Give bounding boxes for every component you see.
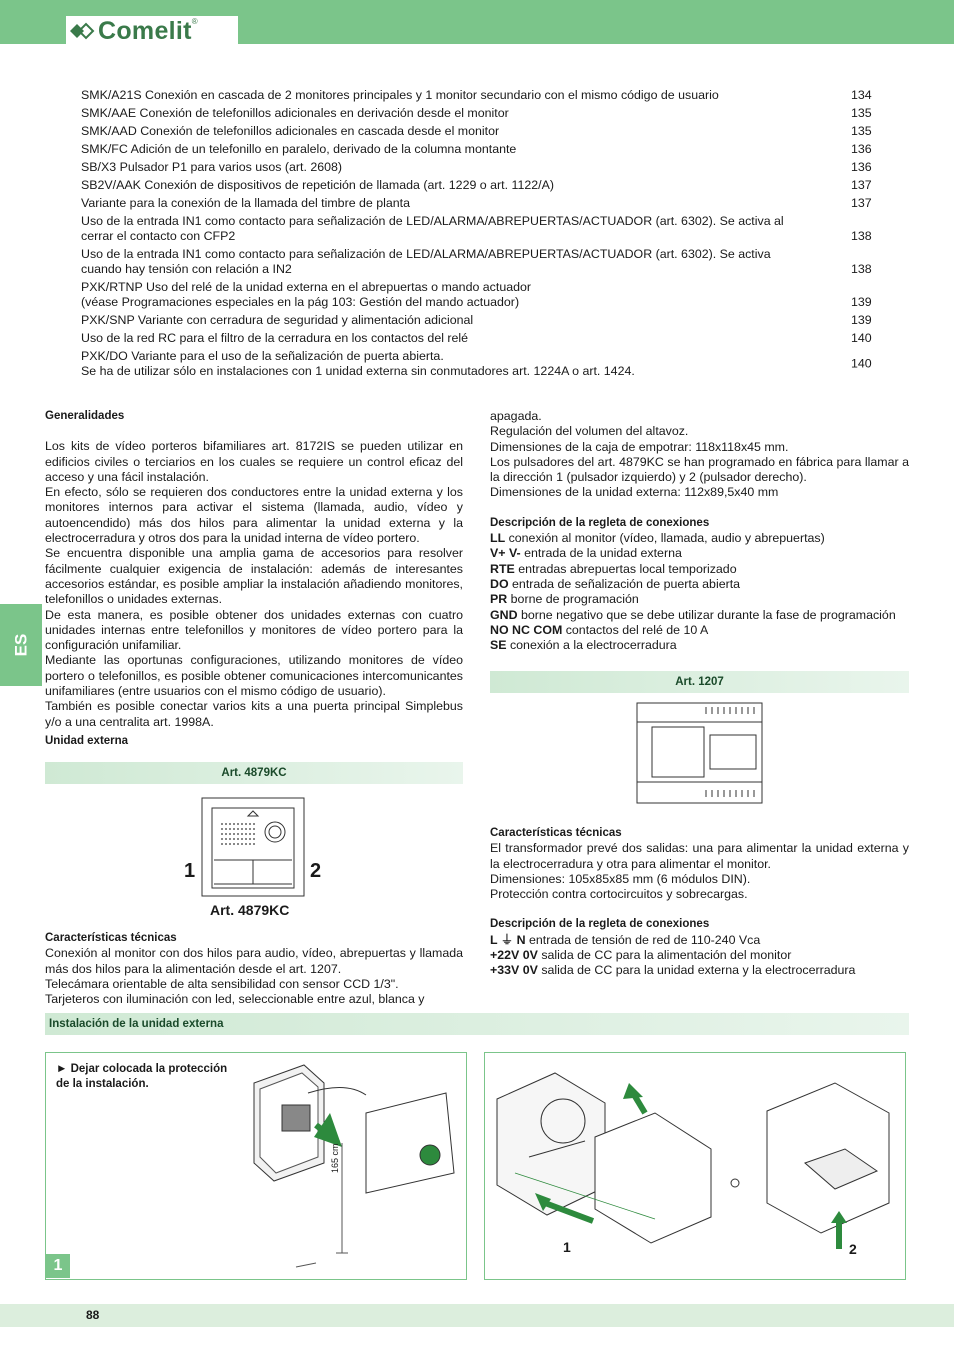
installation-note: ► Dejar colocada la protección de la instalación. [56,1063,228,1090]
regleta-list [490,531,909,653]
terminal-desc: salida de CC para la unidad externa y la electrocerradura [537,963,856,978]
terminal-key: +33V 0V [490,963,538,978]
toc-text: Uso de la entrada IN1 como contacto para señalización de LED/ALARMA/ABREPUERTAS/ACTUADOR (art. 6302). Se activa al cerrar el contacto con CFP2 [81,214,784,243]
paragraph: Mediante las oportunas configuraciones, utilizando monitores de vídeo portero o telefonillos, es posible obtener comunicaciones intercomunicantes unifamiliares (entre usuarios con el mismo código de usuario). [45,653,463,699]
terminal-item [490,638,909,653]
toc-text: SB2V/AAK Conexión de dispositivos de repetición de llamada (art. 1229 o art. 1122/A) [81,178,554,192]
terminal-item [490,948,909,963]
art-4879kc-bar: Art. 4879KC [45,762,463,784]
figure-caption: Art. 4879KC [210,902,290,918]
toc-text: SMK/FC Adición de un telefonillo en paralelo, derivado de la columna montante [81,142,517,156]
toc-text: SMK/AAE Conexión de telefonillos adicionales en derivación desde el monitor [81,106,509,120]
installation-bar: Instalación de la unidad externa [45,1013,909,1035]
logo-registered: ® [191,16,198,26]
paragraph: Dimensiones de la caja de empotrar: 118x118x45 mm. [490,439,789,454]
terminal-desc: entradas abrepuertas local temporizado [514,561,737,576]
footer-bar [0,1304,954,1327]
terminal-item [490,963,909,978]
terminal-key: DO [490,576,509,591]
toc-page: 140 [851,331,872,345]
paragraph: Telecámara orientable de alta sensibilidad con sensor CCD 1/3". [45,976,399,991]
terminal-key: GND [490,607,518,622]
toc-text: SMK/A21S Conexión en cascada de 2 monitores principales y 1 monitor secundario con el mismo código de usuario [81,88,719,102]
terminal-desc: entrada de tensión de red de 110-240 Vca [525,932,761,947]
terminal-desc: entrada de señalización de puerta abierta [508,576,741,591]
terminal-desc: borne negativo que se debe utilizar durante la fase de programación [517,607,896,622]
toc-page: 139 [851,313,872,327]
right-caract-block [490,826,909,979]
toc-page: 135 [851,106,872,120]
installation-figure-right [484,1052,906,1280]
terminal-item [490,623,909,638]
toc-page: 138 [851,229,872,243]
terminal-item [490,608,909,623]
terminal-key: LL [490,531,506,546]
paragraph: Dimensiones de la unidad externa: 112x89,5x40 mm [490,485,779,500]
terminal-item [490,577,909,592]
regleta2-list [490,933,909,979]
section-heading: Descripción de la regleta de conexiones [490,516,710,529]
terminal-key: +22V 0V [490,948,538,963]
assembly-illustration [485,1053,905,1279]
transformer-figure [636,702,764,804]
figure-label-2: 2 [310,860,322,882]
terminal-desc: conexión al monitor (vídeo, llamada, audio y abrepuertas) [505,531,825,546]
toc-page: 137 [851,196,872,210]
toc-row [81,331,881,346]
language-tab-label: ES [11,633,30,657]
toc-page: 139 [851,295,872,309]
assembly-label-1: 1 [563,1239,571,1255]
toc-text: SMK/AAD Conexión de telefonillos adicionales en cascada desde el monitor [81,124,500,138]
paragraph: En efecto, sólo se requieren dos conductores entre la unidad externa y los monitores internos para activar el sistema (llamada, audio, vídeo y autoencendido) más dos hilos para alimentar la unidad externa y la electrocerradura y otros dos para la unidad interna de vídeo portero. [45,485,463,546]
toc-row [81,124,881,139]
art-1207-bar: Art. 1207 [490,671,909,693]
terminal-key: V+ V- [490,546,521,561]
paragraph: El transformador prevé dos salidas: una para alimentar la unidad externa y la electrocerradura y otra para alimentar el monitor. [490,841,909,871]
toc-row [81,106,881,121]
toc-row [81,88,881,103]
terminal-key: PR [490,592,508,607]
paragraph: apagada. [490,409,542,423]
terminal-desc: salida de CC para la alimentación del monitor [537,948,792,963]
step-number: 1 [46,1254,70,1278]
assembly-label-2: 2 [849,1241,857,1257]
caract-text [45,946,463,1007]
toc-row [81,349,881,379]
toc-text: Variante para la conexión de la llamada del timbre de planta [81,196,411,210]
toc-text: PXK/RTNP Uso del relé de la unidad externa en el abrepuertas o mando actuador (véase Programaciones especiales en la pág 103: Gestión del mando actuador) [81,280,532,309]
paragraph: Conexión al monitor con dos hilos para audio, vídeo, abrepuertas y llamada más dos hilos para la alimentación desde el art. 1207. [45,946,463,976]
paragraph: También es posible conectar varios kits a una puerta principal Simplebus y/o a una centralita art. 1998A. [45,699,463,729]
toc-page: 134 [851,88,872,102]
toc-page: 135 [851,124,872,138]
toc-page: 140 [851,356,872,371]
terminal-item [490,592,909,607]
toc-row [81,160,881,175]
toc-row [81,313,881,328]
page-number: 88 [86,1308,100,1322]
section-heading: Características técnicas [45,932,177,944]
paragraph: Regulación del volumen del altavoz. [490,424,689,439]
toc-row [81,142,881,157]
terminal-key: NO NC COM [490,622,563,637]
toc-row [81,214,881,244]
terminal-key: RTE [490,561,515,576]
paragraph: Protección contra cortocircuitos y sobrecargas. [490,887,748,902]
toc-row [81,196,881,211]
toc-page: 136 [851,142,872,156]
right-continued-text [490,409,909,501]
toc-text: Uso de la red RC para el filtro de la cerradura en los contactos del relé [81,331,469,345]
paragraph: De esta manera, es posible obtener dos unidades externas con cuatro unidades internas entre telefonillos y monitores de vídeo portero para la configuración unifamiliar. [45,607,463,653]
figure-label-1: 1 [184,860,196,882]
toc-text: PXK/DO Variante para el uso de la señalización de puerta abierta. Se ha de utilizar sólo en instalaciones con 1 unidad externa sin conmutadores art. 1224A o art. 1424. [81,349,635,378]
toc-text: PXK/SNP Variante con cerradura de seguridad y alimentación adicional [81,313,474,327]
section-heading: Descripción de la regleta de conexiones [490,918,710,931]
terminal-key: L ⏚ N [490,932,526,947]
section-heading: Características técnicas [490,827,622,839]
generalidades-text [45,439,463,730]
toc-row [81,178,881,193]
paragraph: Se encuentra disponible una amplia gama de accesorios para resolver fácilmente cualquier exigencia de instalación: además de interesantes accesorios estándar, es posible ampliar la instalación añadiendo monitores, telefonillos o unidades externas. [45,546,463,607]
terminal-key: SE [490,638,507,653]
paragraph: Los pulsadores del art. 4879KC se han programado en fábrica para llamar a la dirección 1 (pulsador izquierdo) y 2 (pulsador derecho). [490,454,909,485]
toc-row [81,280,881,310]
toc-text: Uso de la entrada IN1 como contacto para señalización de LED/ALARMA/ABREPUERTAS/ACTUADOR (art. 6302). Se activa cuando hay tensión con relación a IN2 [81,247,771,276]
toc-text: SB/X3 Pulsador P1 para varios usos (art. 2608) [81,160,343,174]
toc-row [81,247,881,277]
terminal-item [490,933,909,948]
terminal-desc: conexión a la electrocerradura [506,638,677,653]
terminal-item [490,531,909,546]
table-of-contents [81,88,881,382]
right-caract-text [490,841,909,902]
section-heading: Unidad externa [45,734,129,747]
terminal-desc: borne de programación [507,592,639,607]
height-label: 165 cm [330,1143,340,1173]
toc-page: 138 [851,262,872,276]
terminal-desc: entrada de la unidad externa [520,546,682,561]
comelit-logo [66,16,238,46]
left-column [45,409,463,749]
logo-text: Comelit [98,16,192,45]
paragraph: Los kits de vídeo porteros bifamiliares art. 8172IS se pueden utilizar en edificios civiles o terciarios en los cuales se requiere un control eficaz del acceso y una fácil instalación. [45,439,463,484]
toc-page: 136 [851,160,872,174]
section-heading: Generalidades [45,410,125,422]
logo-mark-icon [68,20,98,42]
terminal-item [490,546,909,561]
terminal-desc: contactos del relé de 10 A [562,622,709,637]
paragraph: Tarjeteros con iluminación con led, seleccionable entre azul, blanca y [45,992,425,1007]
language-tab [0,604,42,686]
toc-page: 137 [851,178,872,192]
terminal-item [490,562,909,577]
left-caract-block [45,931,463,1007]
right-column [490,409,909,653]
paragraph: Dimensiones: 105x85x85 mm (6 módulos DIN). [490,871,751,886]
